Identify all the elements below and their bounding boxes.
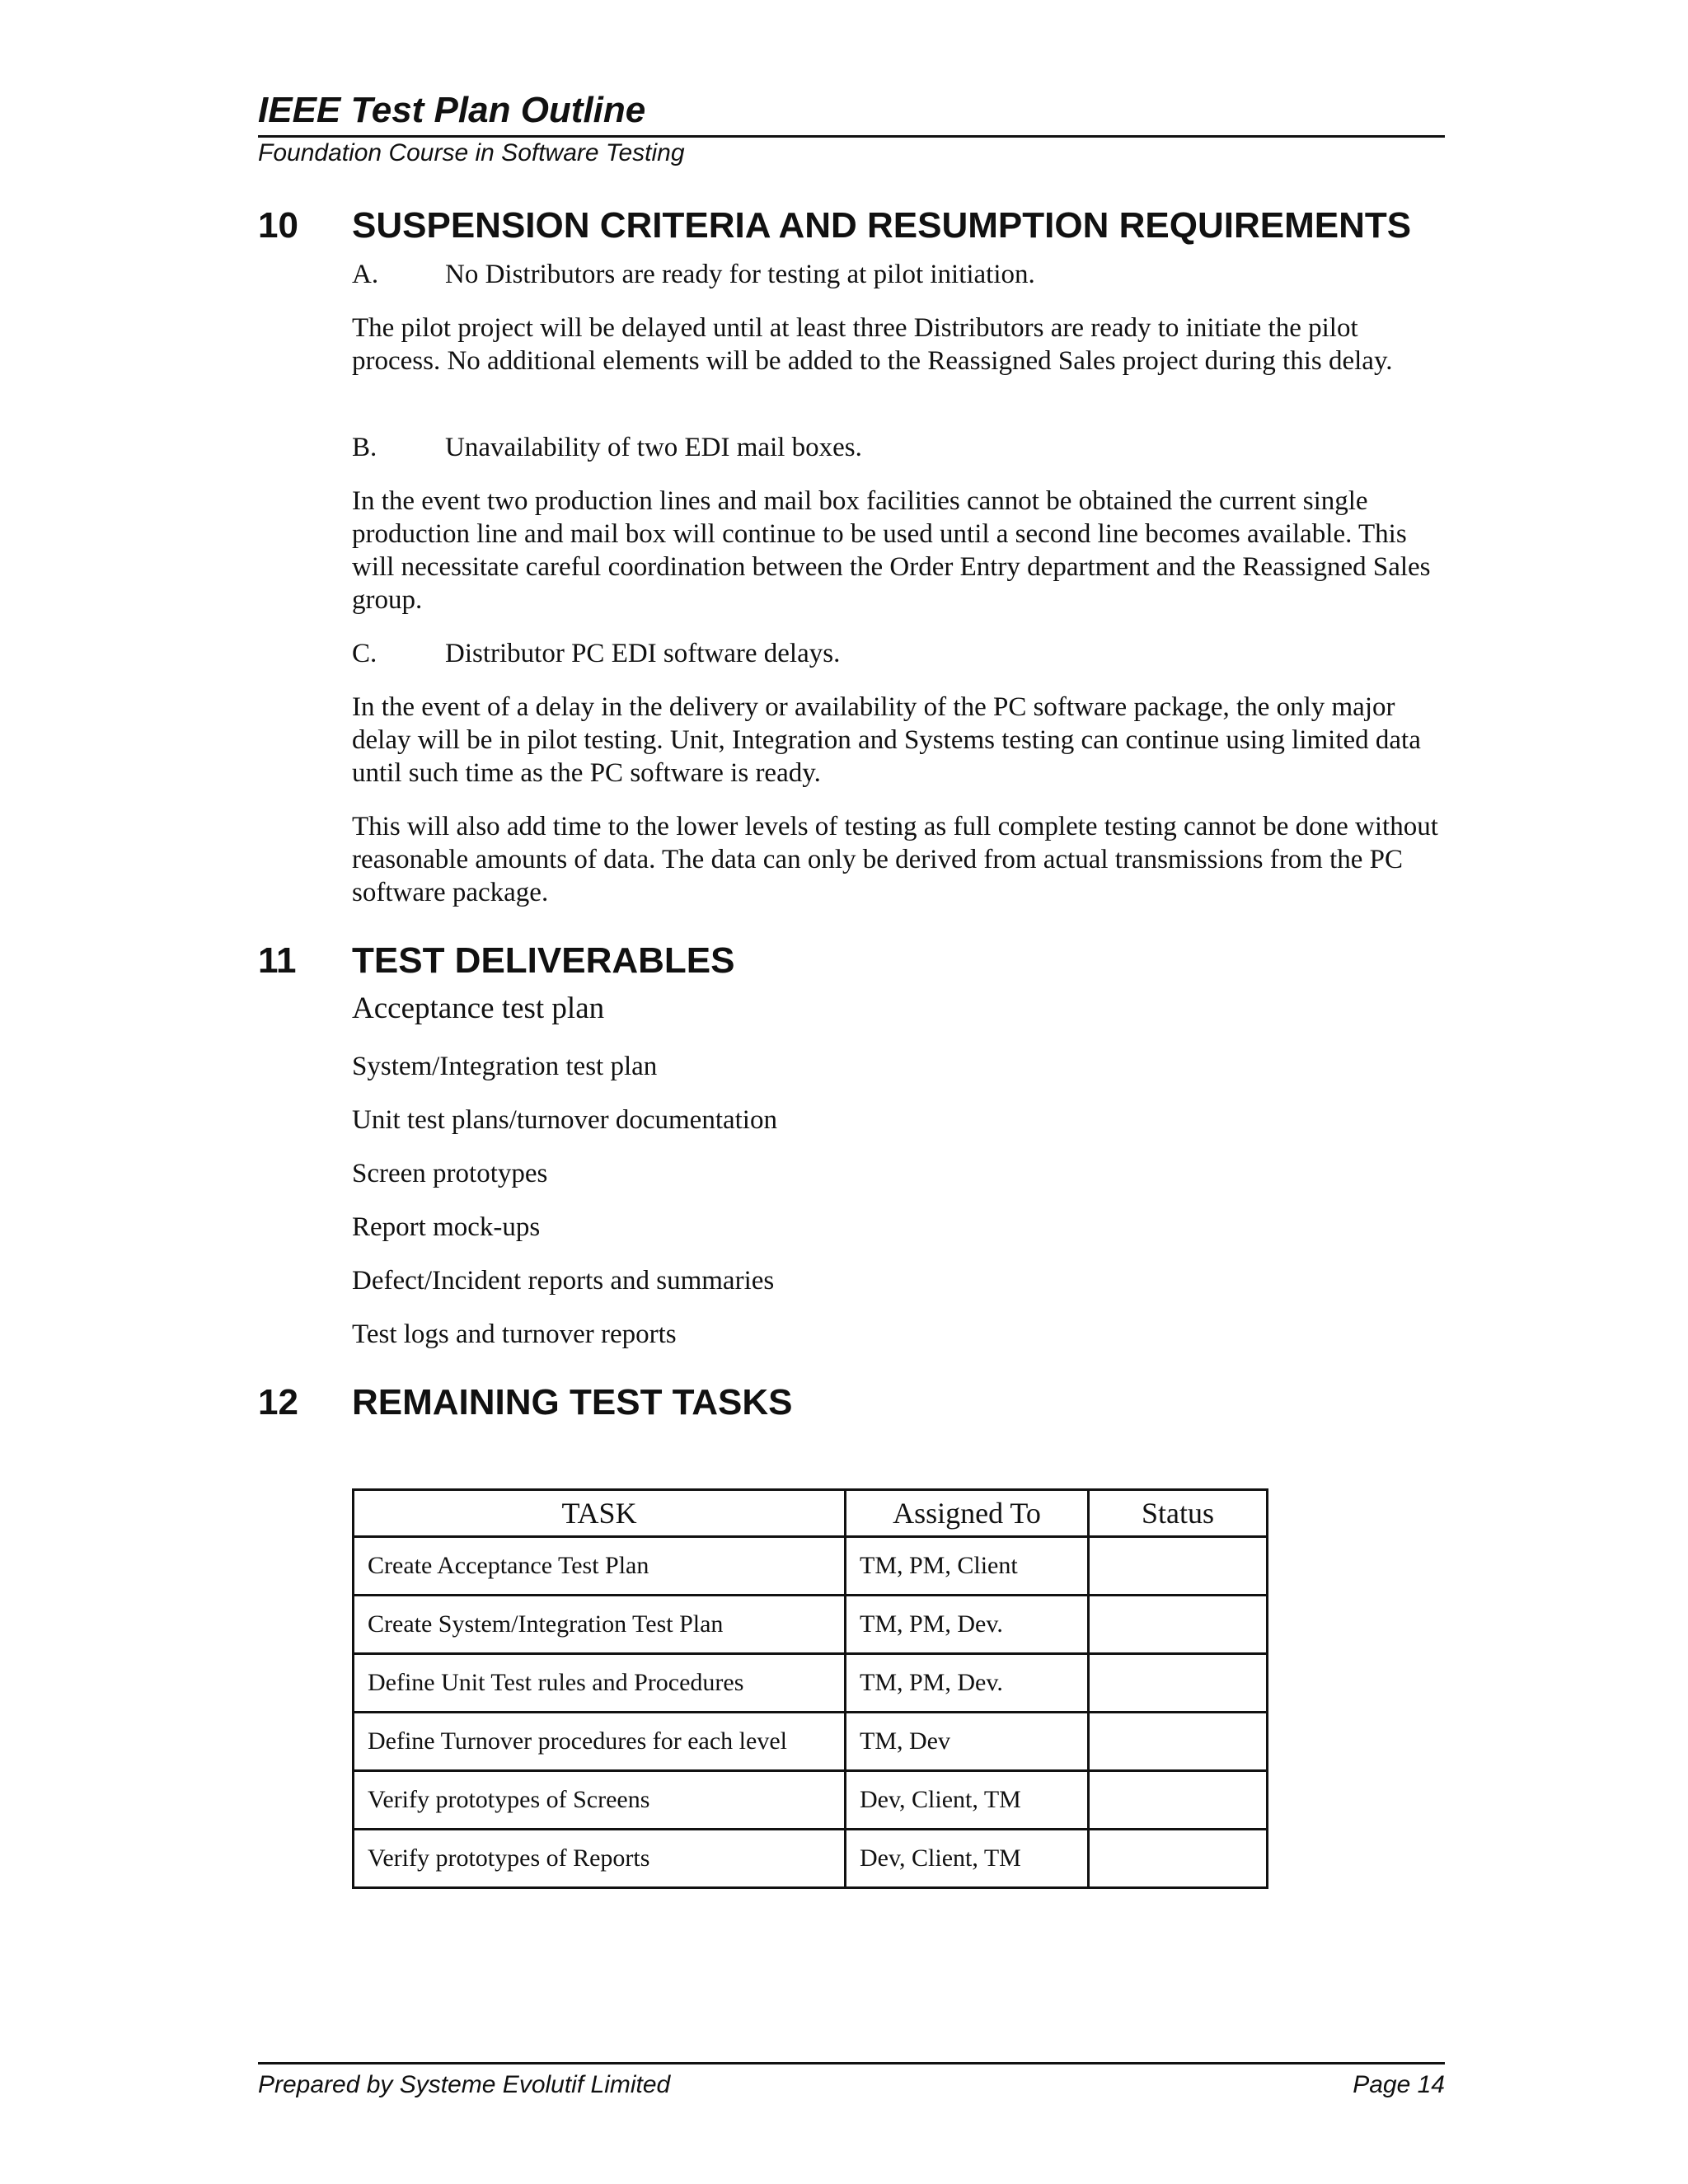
section-title: SUSPENSION CRITERIA AND RESUMPTION REQUIREMENTS [352,205,1412,246]
criterion-c-paragraph-2: This will also add time to the lower levels of testing as full complete testing cannot be done without reasonable amounts of data. The data can only be derived from actual transmissions from the PC software package. [352,812,1438,907]
task-cell: Create Acceptance Test Plan [354,1537,846,1596]
status-cell [1089,1771,1268,1830]
task-cell: Verify prototypes of Reports [354,1830,846,1888]
table-row [354,1713,1268,1771]
deliverable-item: Screen prototypes [352,1159,548,1188]
criterion-heading: Distributor PC EDI software delays. [445,639,841,668]
remaining-tasks-table [352,1488,1268,1889]
criterion-a [352,258,1035,291]
deliverable-item: Test logs and turnover reports [352,1319,677,1349]
deliverable-item: Defect/Incident reports and summaries [352,1266,775,1296]
section-title: TEST DELIVERABLES [352,940,735,981]
footer-page-number: Page 14 [1353,2071,1445,2098]
assigned-to-cell: TM, PM, Dev. [846,1596,1089,1654]
table-row [354,1537,1268,1596]
column-header-status: Status [1089,1490,1268,1537]
status-cell [1089,1537,1268,1596]
column-header-assigned-to: Assigned To [846,1490,1089,1537]
table-row [354,1596,1268,1654]
footer-divider [258,2062,1445,2064]
task-cell: Create System/Integration Test Plan [354,1596,846,1654]
assigned-to-cell: TM, Dev [846,1713,1089,1771]
section-number: 10 [258,205,298,246]
deliverable-item: Acceptance test plan [352,991,605,1025]
assigned-to-cell: Dev, Client, TM [846,1771,1089,1830]
criterion-letter: B. [352,433,377,462]
task-cell: Verify prototypes of Screens [354,1771,846,1830]
assigned-to-cell: Dev, Client, TM [846,1830,1089,1888]
page-header [258,87,1445,138]
section-number: 12 [258,1382,298,1422]
criterion-b-paragraph: In the event two production lines and mail box facilities cannot be obtained the current single production line and mail box will continue to be used until a second line becomes available. This will necessitate careful coordination between the Order Entry department and the Reassigned Sales group. [352,486,1431,615]
criterion-b [352,431,862,464]
table-row [354,1771,1268,1830]
deliverable-item: System/Integration test plan [352,1052,658,1081]
status-cell [1089,1713,1268,1771]
assigned-to-cell: TM, PM, Client [846,1537,1089,1596]
status-cell [1089,1830,1268,1888]
criterion-c [352,637,840,670]
section-11-heading [258,938,735,984]
deliverable-item: Report mock-ups [352,1212,541,1242]
footer-prepared-by: Prepared by Systeme Evolutif Limited [258,2071,671,2098]
criterion-heading: Unavailability of two EDI mail boxes. [445,433,862,462]
criterion-letter: A. [352,260,379,289]
section-number: 11 [258,940,297,981]
criterion-heading: No Distributors are ready for testing at pilot initiation. [445,260,1035,289]
section-12-heading [258,1380,793,1426]
criterion-letter: C. [352,639,377,668]
table-header-row [354,1490,1268,1537]
document-subtitle: Foundation Course in Software Testing [258,139,685,166]
criterion-c-paragraph-1: In the event of a delay in the delivery or availability of the PC software package, the only major delay will be in pilot testing. Unit, Integration and Systems testing can continue using limited data until such time as the PC software is ready. [352,692,1421,788]
section-10-heading [258,203,1411,249]
document-title: IEEE Test Plan Outline [258,90,646,130]
table-row [354,1654,1268,1713]
status-cell [1089,1654,1268,1713]
column-header-task: TASK [354,1490,846,1537]
section-title: REMAINING TEST TASKS [352,1382,793,1422]
criterion-a-paragraph: The pilot project will be delayed until at least three Distributors are ready to initiate the pilot process. No additional elements will be added to the Reassigned Sales project during this delay. [352,313,1393,376]
table-row [354,1830,1268,1888]
assigned-to-cell: TM, PM, Dev. [846,1654,1089,1713]
task-cell: Define Unit Test rules and Procedures [354,1654,846,1713]
status-cell [1089,1596,1268,1654]
deliverable-item: Unit test plans/turnover documentation [352,1105,777,1135]
task-cell: Define Turnover procedures for each level [354,1713,846,1771]
